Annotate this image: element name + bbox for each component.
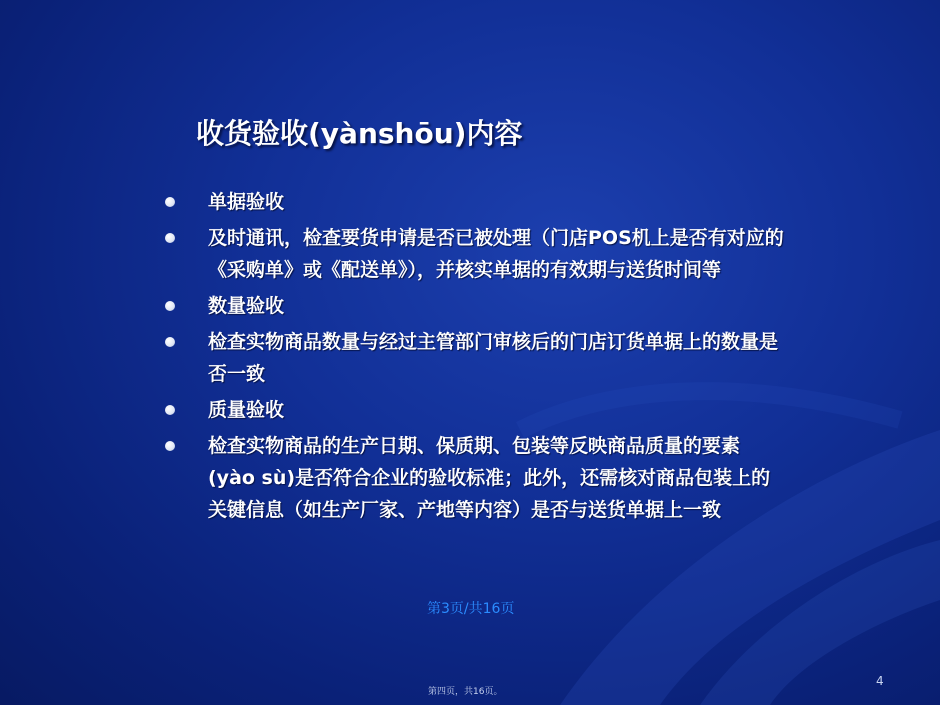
bullet-item	[164, 430, 784, 526]
bullet-text: 检查实物商品的生产日期、保质期、包装等反映商品质量的要素(yào sù)是否符合企业的验收标准；此外，还需核对商品包装上的关键信息（如生产厂家、产地等内容）是否与送货单据上一致	[208, 435, 771, 521]
bullet-item	[164, 326, 784, 390]
bullet-dot-icon	[165, 337, 175, 347]
bullet-item	[164, 290, 784, 322]
bullet-dot-icon	[165, 301, 175, 311]
bullet-text: 及时通讯，检查要货申请是否已被处理（门店POS机上是否有对应的《采购单》或《配送单》），并核实单据的有效期与送货时间等	[208, 227, 784, 281]
footer-note: 第四页，共16页。	[428, 687, 503, 697]
slide-number: 4	[876, 674, 884, 688]
bullet-text: 检查实物商品数量与经过主管部门审核后的门店订货单据上的数量是否一致	[208, 331, 779, 385]
bullet-dot-icon	[165, 405, 175, 415]
slide-title: 收货验收(yànshōu)内容	[196, 117, 523, 150]
bullet-dot-icon	[165, 441, 175, 451]
bullet-text: 质量验收	[208, 399, 285, 421]
bullet-item	[164, 186, 784, 218]
bullet-item	[164, 222, 784, 286]
bullet-text: 数量验收	[208, 295, 285, 317]
page-counter: 第3页/共16页	[427, 601, 515, 617]
bullet-dot-icon	[165, 233, 175, 243]
bullet-item	[164, 394, 784, 426]
bullet-dot-icon	[165, 197, 175, 207]
bullet-list	[164, 186, 784, 530]
bullet-text: 单据验收	[208, 191, 285, 213]
